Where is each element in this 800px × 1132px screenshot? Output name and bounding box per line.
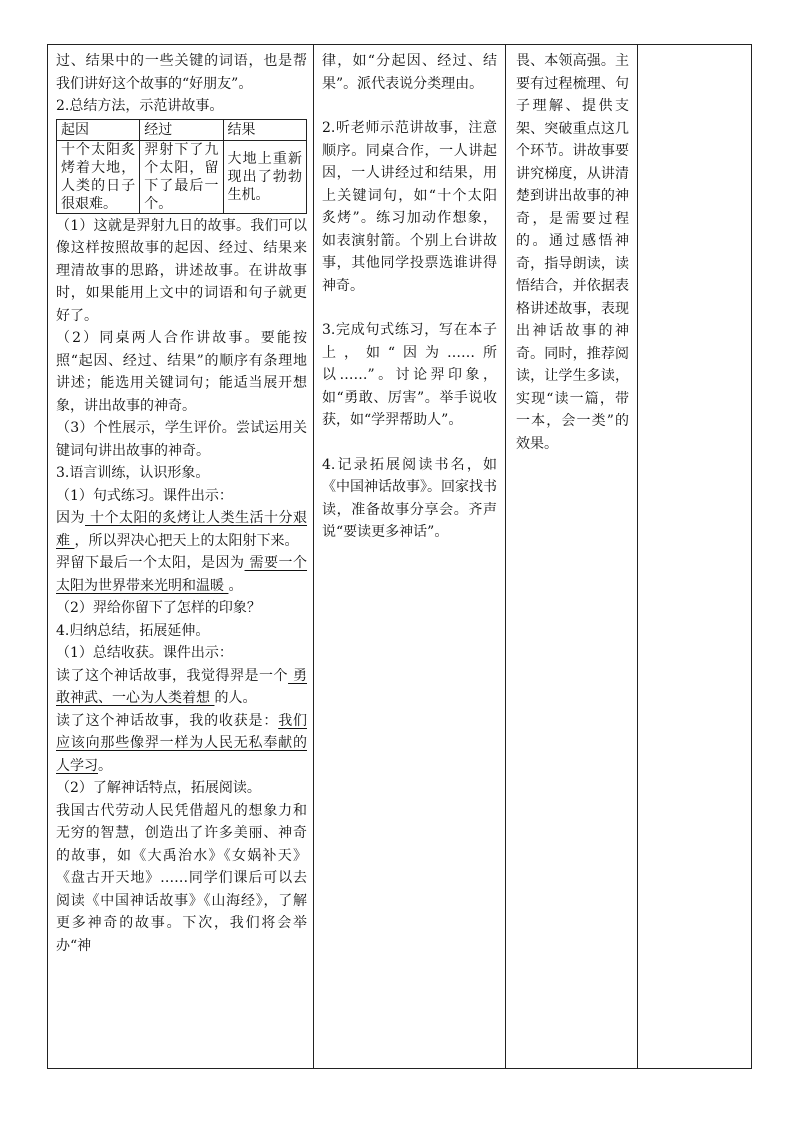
sentence-exercise-a: 因为 十个太阳的炙烤让人类生活十分艰难 ，所以羿决心把天上的太阳射下来。: [56, 510, 308, 549]
header-result: 结果: [223, 119, 307, 140]
paragraph-2: （2）同桌两人合作讲故事。要能按照“起因、经过、结果”的顺序有条理地讲述；能选用关键词句；能适当展开想象，讲出故事的神奇。: [56, 330, 307, 414]
activity-3: 3.完成句式练习，写在本子上，如“因为……所以……”。讨论羿印象，如“勇敢、厉害”。举手说收获，如“学羿帮助人”。: [322, 322, 497, 428]
filled-blank: 十个太阳的炙烤让人类生活十分艰难: [56, 510, 308, 549]
empty-notes-column: [638, 45, 752, 1069]
step3-sub2: （2）羿给你留下了怎样的印象？: [56, 600, 261, 616]
filled-blank: 勇敢神武、一心为人类着想: [56, 667, 307, 706]
story-structure-table: [56, 119, 307, 214]
step3-heading: 3.语言训练，认识形象。: [56, 465, 210, 481]
paragraph-1: （1）这就是羿射九日的故事。我们可以像这样按照故事的起因、经过、结果来理清故事的思路，讲述故事。在讲故事时，如果能用上文中的词语和句子就更好了。: [56, 217, 307, 324]
design-intent-column: [506, 45, 638, 1069]
activity-4: 4.记录拓展阅读书名，如《中国神话故事》。回家找书读，准备故事分享会。齐声说“要读更多神话”。: [322, 456, 497, 540]
cell-process: 羿射下了九个太阳，留下了最后一个。: [140, 140, 223, 213]
activity-2: 2.听老师示范讲故事，注意顺序。同桌合作，一人讲起因，一人讲经过和结果，用上关键词句，如“十个太阳炙烤”。练习加动作想象，如表演射箭。个别上台讲故事，其他同学投票选谁讲得神奇。: [322, 120, 497, 294]
paragraph-3: （3）个性展示，学生评价。尝试运用关键词句讲出故事的神奇。: [56, 420, 307, 459]
design-intent-text: 畏、本领高强。主要有过程梳理、句子理解、提供支架、突破重点这几个环节。讲故事要讲究梯度，从讲清楚到讲出故事的神奇，是需要过程的。通过感悟神奇，指导朗读，读悟结合，并依据表格讲述故事，表现出神话故事的神奇。同时，推荐阅读，让学生多读，实现“读一篇，带一本，会一类”的效果。: [516, 53, 629, 452]
filled-blank: 需要一个太阳为世界带来光明和温暖: [56, 555, 308, 594]
intro-paragraph: 过、结果中的一些关键的词语，也是帮我们讲好这个故事的“好朋友”。: [56, 53, 307, 92]
step4-sub1: （1）总结收获。课件出示：: [56, 645, 233, 661]
step4-sub2: （2）了解神话特点，拓展阅读。: [56, 780, 261, 796]
lesson-plan-table: [47, 44, 752, 1069]
sentence-exercise-b: 羿留下最后一个太阳，是因为 需要一个太阳为世界带来光明和温暖 。: [56, 555, 308, 594]
header-process: 经过: [140, 119, 223, 140]
step2-heading: 2.总结方法，示范讲故事。: [56, 98, 224, 114]
activity-1: 律，如“分起因、经过、结果”。派代表说分类理由。: [322, 53, 497, 92]
step3-sub1: （1）句式练习。课件出示：: [56, 487, 233, 504]
summary-exercise-b: 读了这个神话故事，我的收获是：我们应该向那些像羿一样为人民无私奉献的人学习。: [56, 712, 307, 774]
step4-heading: 4.归纳总结，拓展延伸。: [56, 622, 210, 639]
student-activity-column: [314, 45, 506, 1069]
teaching-process-column: [48, 45, 314, 1069]
extension-reading-text: 我国古代劳动人民凭借超凡的想象力和无穷的智慧，创造出了许多美丽、神奇的故事，如《大禹治水》《女娲补天》《盘古开天地》……同学们课后可以去阅读《中国神话故事》《山海经》，了解更多神奇的故事。下次，我们将会举办“神: [56, 802, 307, 954]
summary-exercise-a: 读了这个神话故事，我觉得羿是一个 勇敢神武、一心为人类着想 的人。: [56, 667, 307, 706]
cell-cause: 十个太阳炙烤着大地，人类的日子很艰难。: [57, 140, 140, 213]
cell-result: 大地上重新现出了勃勃生机。: [223, 140, 307, 213]
header-cause: 起因: [57, 119, 140, 140]
filled-blank: 我们应该向那些像羿一样为人民无私奉献的人学习: [56, 712, 307, 774]
